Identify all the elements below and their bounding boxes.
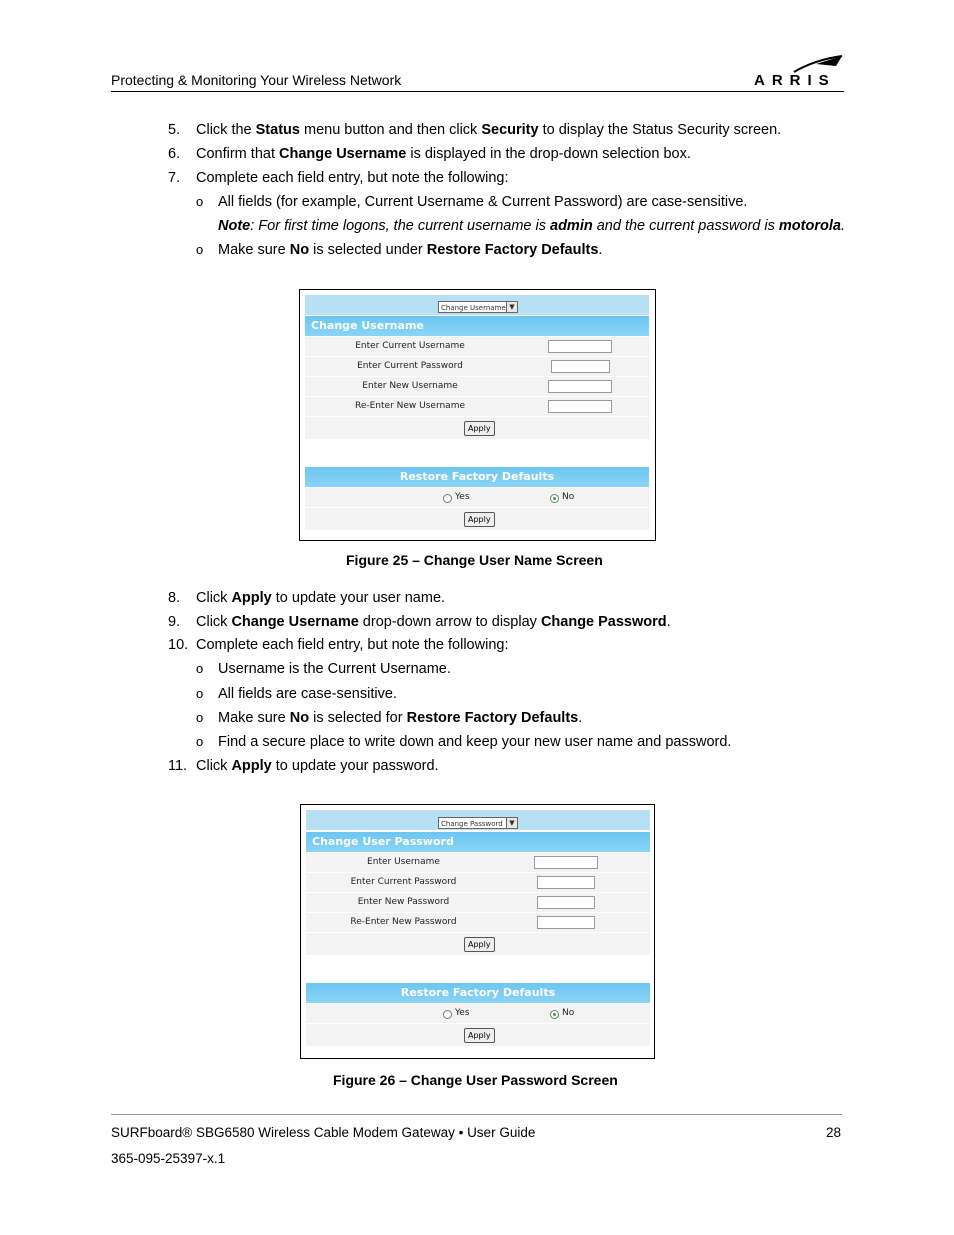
reenter-password-input[interactable] [537, 916, 595, 929]
yes-radio[interactable] [443, 1010, 452, 1019]
apply-button[interactable]: Apply [464, 937, 495, 952]
new-username-input[interactable] [548, 380, 612, 393]
no-radio[interactable] [550, 494, 559, 503]
chevron-down-icon: ▼ [506, 302, 517, 312]
apply-row [306, 1024, 650, 1047]
apply-row [306, 933, 650, 956]
restore-row: Yes No [305, 488, 649, 508]
section-title: Change User Password [306, 832, 650, 852]
yes-radio[interactable] [443, 494, 452, 503]
form-row: Enter Current Password [305, 357, 649, 377]
figure-25-screenshot [299, 289, 656, 541]
header-rule [111, 91, 844, 92]
new-password-input[interactable] [537, 896, 595, 909]
apply-row [305, 417, 649, 440]
apply-row [305, 508, 649, 531]
figure-25-caption: Figure 25 – Change User Name Screen [346, 552, 603, 568]
form-row: Enter Current Username [305, 337, 649, 357]
apply-button[interactable]: Apply [464, 1028, 495, 1043]
restore-defaults-title: Restore Factory Defaults [305, 467, 649, 487]
form-row: Enter Current Password [306, 873, 650, 893]
apply-button[interactable]: Apply [464, 421, 495, 436]
form-row: Enter Username [306, 853, 650, 873]
footer-rule [111, 1114, 842, 1115]
form-row: Re-Enter New Username [305, 397, 649, 417]
footer-product: SURFboard® SBG6580 Wireless Cable Modem Gateway • User Guide [111, 1125, 536, 1140]
form-row: Re-Enter New Password [306, 913, 650, 933]
form-row: Enter New Username [305, 377, 649, 397]
logo-text: ARRIS [754, 72, 836, 89]
apply-button[interactable]: Apply [464, 512, 495, 527]
username-input[interactable] [534, 856, 598, 869]
doc-number: 365-095-25397-x.1 [111, 1151, 226, 1166]
current-username-input[interactable] [548, 340, 612, 353]
logo-swoosh-icon [754, 54, 844, 74]
no-radio[interactable] [550, 1010, 559, 1019]
restore-row: Yes No [306, 1004, 650, 1024]
current-password-input[interactable] [537, 876, 595, 889]
figure-26-screenshot [300, 804, 655, 1059]
reenter-username-input[interactable] [548, 400, 612, 413]
chevron-down-icon: ▼ [506, 818, 517, 828]
section-title: Change Username [305, 316, 649, 336]
arris-logo [754, 54, 844, 90]
note-default-credentials: Note: For first time logons, the current username is admin and the current password is motorola. [218, 218, 845, 234]
running-header: Protecting & Monitoring Your Wireless Network [111, 72, 402, 88]
security-dropdown[interactable]: Change Password ▼ [438, 817, 518, 829]
figure-26-caption: Figure 26 – Change User Password Screen [333, 1072, 618, 1088]
security-dropdown[interactable]: Change Username ▼ [438, 301, 518, 313]
form-row: Enter New Password [306, 893, 650, 913]
page-number: 28 [826, 1125, 842, 1140]
current-password-input[interactable] [551, 360, 610, 373]
restore-defaults-title: Restore Factory Defaults [306, 983, 650, 1003]
